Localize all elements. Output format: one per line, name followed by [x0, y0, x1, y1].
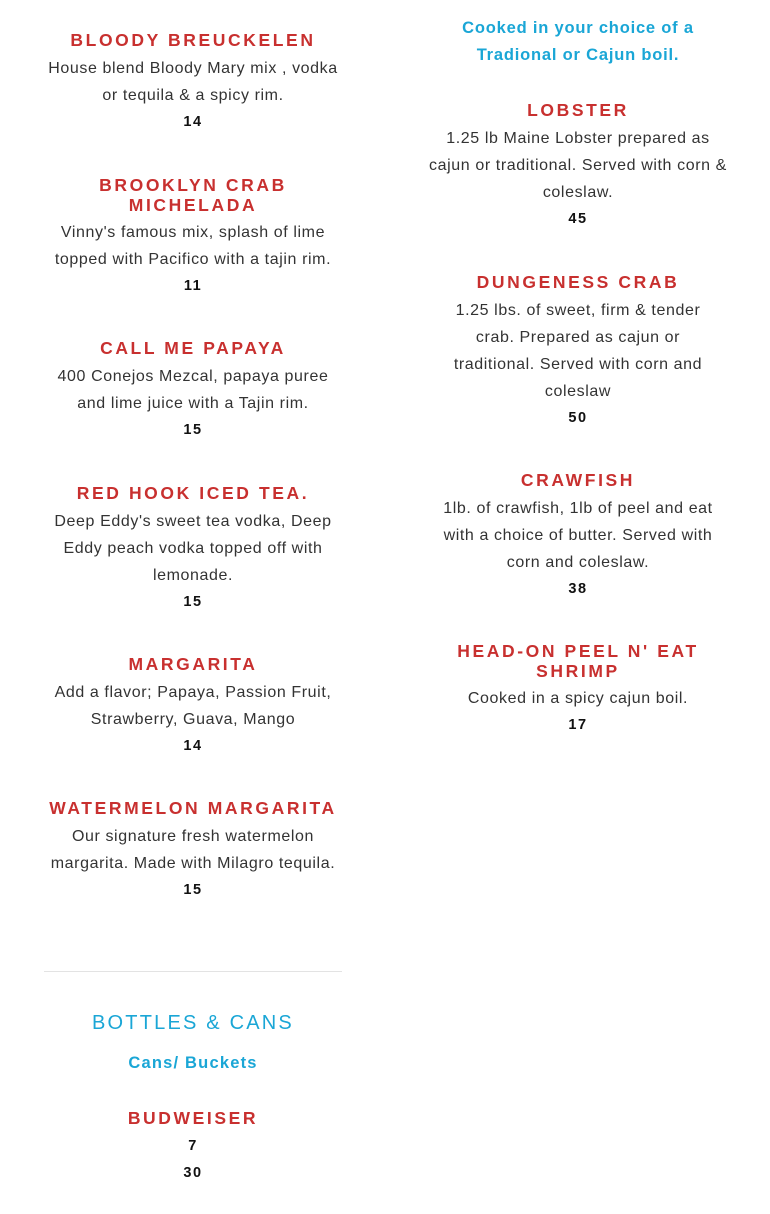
menu-item-bloody-breuckelen — [44, 31, 342, 136]
menu-item-name: DUNGENESS CRAB — [476, 272, 680, 292]
menu-item-red-hook-iced-tea — [44, 484, 342, 616]
menu-item-brooklyn-crab-michelada — [44, 176, 342, 300]
menu-item-name: CALL ME PAPAYA — [100, 338, 286, 358]
menu-item-name: BUDWEISER — [127, 1108, 259, 1128]
menu-item-price: 45 — [568, 210, 588, 227]
menu-item-description: Our signature fresh watermelon margarita. Made with Milagro tequila. — [50, 827, 336, 872]
menu-item-price: 14 — [183, 113, 203, 130]
menu-item-name: MARGARITA — [128, 654, 258, 674]
menu-item-watermelon-margarita — [44, 799, 342, 904]
menu-item-name: BLOODY BREUCKELEN — [70, 30, 316, 50]
menu-item-description: 1lb. of crawfish, 1lb of peel and eat with a choice of butter. Served with corn and coleslaw. — [443, 499, 713, 571]
menu-item-price: 15 — [183, 593, 203, 610]
menu-item-call-me-papaya — [44, 339, 342, 444]
menu-item-head-on-shrimp — [426, 642, 730, 739]
menu-item-name: HEAD-ON PEEL N' EAT SHRIMP — [457, 641, 699, 681]
menu-item-description: 1.25 lb Maine Lobster prepared as cajun or traditional. Served with corn & coleslaw. — [429, 129, 727, 201]
menu-item-description: Add a flavor; Papaya, Passion Fruit, Strawberry, Guava, Mango — [54, 683, 332, 728]
menu-item-description: Vinny's famous mix, splash of lime topped with Pacifico with a tajin rim. — [54, 224, 332, 268]
menu-item-price: 15 — [183, 881, 203, 898]
subsection-title-cans-buckets: Cans/ Buckets — [128, 1054, 258, 1072]
menu-item-budweiser — [44, 1109, 342, 1187]
menu-item-price: 11 — [183, 278, 203, 294]
menu-item-price-single: 7 — [188, 1137, 198, 1154]
menu-item-description: Cooked in a spicy cajun boil. — [467, 690, 689, 707]
menu-item-name: LOBSTER — [527, 100, 629, 120]
menu-item-price: 15 — [183, 421, 203, 438]
menu-item-price-bucket: 30 — [183, 1164, 203, 1181]
menu-item-lobster — [426, 101, 730, 233]
menu-item-name: CRAWFISH — [520, 470, 636, 490]
section-divider — [44, 971, 342, 972]
menu-item-price: 17 — [568, 717, 588, 733]
section-title-bottles-cans: BOTTLES & CANS — [92, 1012, 294, 1034]
menu-item-margarita — [44, 655, 342, 760]
menu-item-dungeness-crab — [426, 273, 730, 432]
menu-item-description: House blend Bloody Mary mix , vodka or tequila & a spicy rim. — [48, 59, 338, 104]
boil-choice-note: Cooked in your choice of a Tradional or Cajun boil. — [462, 19, 694, 64]
menu-item-name: WATERMELON MARGARITA — [49, 798, 337, 818]
menu-item-crawfish — [426, 471, 730, 603]
menu-item-name: RED HOOK ICED TEA. — [76, 483, 310, 503]
menu-item-description: 400 Conejos Mezcal, papaya puree and lime juice with a Tajin rim. — [57, 367, 329, 412]
menu-item-description: Deep Eddy's sweet tea vodka, Deep Eddy peach vodka topped off with lemonade. — [54, 512, 332, 584]
menu-item-description: 1.25 lbs. of sweet, firm & tender crab. Prepared as cajun or traditional. Served with corn and coleslaw — [453, 301, 703, 400]
menu-item-price: 38 — [568, 580, 588, 597]
menu-item-name: BROOKLYN CRAB MICHELADA — [99, 175, 287, 215]
menu-item-price: 50 — [568, 409, 588, 426]
menu-item-price: 14 — [183, 737, 203, 754]
